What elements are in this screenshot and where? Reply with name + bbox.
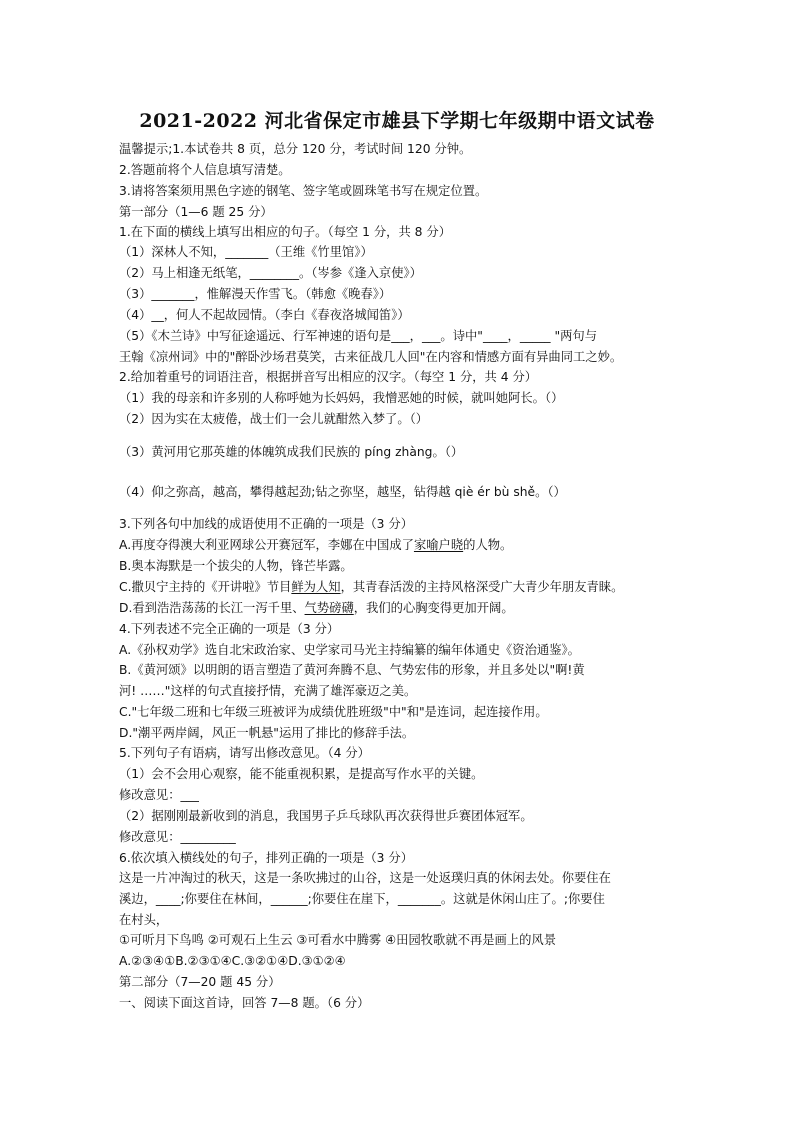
question-1-item-5: （5）《木兰诗》中写征途遥远、行军神速的语句是___，___。诗中"____，_____ "两句与 bbox=[119, 329, 598, 343]
question-5-item-1: （1）会不会用心观察，能不能重视积累，是提高写作水平的关键。 bbox=[119, 767, 484, 781]
question-3-option-c: C.撒贝宁主持的《开讲啦》节目鲜为人知，其青春活泼的主持风格深受广大青少年朋友青睐。 bbox=[119, 580, 624, 594]
question-3-option-a: A.再度夺得澳大利亚网球公开赛冠军，李娜在中国成了家喻户晓的人物。 bbox=[119, 538, 513, 552]
underlined-idiom: 家喻户晓 bbox=[413, 538, 464, 552]
question-4-option-a: A.《孙权劝学》选自北宋政治家、史学家司马光主持编纂的编年体通史《资治通鉴》。 bbox=[119, 643, 580, 657]
question-2-item-3: （3）黄河用它那英雄的体魄筑成我们民族的 píng zhàng。（） bbox=[119, 445, 464, 459]
underlined-idiom: 鲜为人知 bbox=[291, 580, 341, 594]
question-3-option-d: D.看到浩浩荡荡的长江一泻千里、气势磅礴，我们的心胸变得更加开阔。 bbox=[119, 601, 514, 615]
page-title: 2021-2022 河北省保定市雄县下学期七年级期中语文试卷 bbox=[139, 110, 655, 132]
question-5-item-2: （2）据刚刚最新收到的消息，我国男子乒乓球队再次获得世乒赛团体冠军。 bbox=[119, 809, 533, 823]
question-3-heading: 3.下列各句中加线的成语使用不正确的一项是（3 分） bbox=[119, 517, 413, 531]
question-6-choices: ①可听月下鸟鸣 ②可观石上生云 ③可看水中腾雾 ④田园牧歌就不再是画上的风景 bbox=[119, 933, 557, 947]
question-5-answer-2: 修改意见：_________ bbox=[119, 830, 236, 844]
part-two-heading: 第二部分（7—20 题 45 分） bbox=[119, 975, 281, 989]
notice-line-1: 温馨提示;1.本试卷共 8 页，总分 120 分，考试时间 120 分钟。 bbox=[119, 142, 472, 156]
question-4-option-d: D."潮平两岸阔，风正一帆悬"运用了排比的修辞手法。 bbox=[119, 726, 415, 740]
question-1-item-4: （4）__，何人不起故园情。（李白《春夜洛城闻笛》） bbox=[119, 308, 410, 322]
question-4-option-c: C."七年级二班和七年级三班被评为成绩优胜班级"中"和"是连词，起连接作用。 bbox=[119, 705, 548, 719]
question-6-options: A.②③④①B.②③①④C.③②①④D.③①②④ bbox=[119, 954, 346, 968]
question-1-item-1: （1）深林人不知，_______（王维《竹里馆》） bbox=[119, 245, 373, 259]
question-4-option-b: B.《黄河颂》以明朗的语言塑造了黄河奔腾不息、气势宏伟的形象，并且多处以"啊!黄 bbox=[119, 663, 585, 677]
question-6-passage-2: 溪边，____;你要住在林间，______;你要住在崖下，_______。这就是休闲山庄了。;你要住 bbox=[119, 892, 605, 906]
question-5-answer-1: 修改意见：___ bbox=[119, 788, 199, 802]
question-1-item-3: （3）_______，惟解漫天作雪飞。（韩愈《晚春》） bbox=[119, 287, 392, 301]
question-6-passage-1: 这是一片冲淘过的秋天，这是一条吹拂过的山谷，这是一处返璞归真的休闲去处。你要住在 bbox=[119, 871, 611, 885]
question-6-passage-3: 在村头， bbox=[119, 913, 169, 927]
notice-line-2: 2.答题前将个人信息填写清楚。 bbox=[119, 163, 291, 177]
question-2-item-1: （1）我的母亲和许多别的人称呼她为长妈妈，我憎恶她的时候，就叫她阿长。（） bbox=[119, 391, 564, 405]
underlined-idiom: 气势磅礴 bbox=[304, 601, 354, 615]
question-4-option-b-cont: 河! ……"这样的句式直接抒情，充满了雄浑豪迈之美。 bbox=[119, 684, 417, 698]
part-one-heading: 第一部分（1—6 题 25 分） bbox=[119, 205, 273, 219]
question-5-heading: 5.下列句子有语病，请写出修改意见。（4 分） bbox=[119, 746, 370, 760]
question-1-item-2: （2）马上相逢无纸笔，________。（岑参《逢入京使》） bbox=[119, 266, 422, 280]
notice-line-3: 3.请将答案须用黑色字迹的钢笔、签字笔或圆珠笔书写在规定位置。 bbox=[119, 184, 488, 198]
question-2-item-2: （2）因为实在太疲倦，战士们一会儿就酣然入梦了。（） bbox=[119, 412, 429, 426]
question-6-heading: 6.依次填入横线处的句子，排列正确的一项是（3 分） bbox=[119, 851, 413, 865]
section-one-heading: 一、阅读下面这首诗，回答 7—8 题。（6 分） bbox=[119, 996, 370, 1010]
question-3-option-b: B.奥本海默是一个拔尖的人物，锋芒毕露。 bbox=[119, 559, 353, 573]
question-4-heading: 4.下列表述不完全正确的一项是（3 分） bbox=[119, 622, 340, 636]
question-2-heading: 2.给加着重号的词语注音，根据拼音写出相应的汉字。（每空 1 分，共 4 分） bbox=[119, 370, 538, 384]
question-2-item-4: （4）仰之弥高，越高，攀得越起劲;钻之弥坚，越坚，钻得越 qiè ér bù shě。（） bbox=[119, 485, 566, 499]
question-1-heading: 1.在下面的横线上填写出相应的句子。（每空 1 分，共 8 分） bbox=[119, 225, 451, 239]
question-1-item-5-cont: 王翰《凉州词》中的"醉卧沙场君莫笑，古来征战几人回"在内容和情感方面有异曲同工之妙。 bbox=[119, 350, 623, 364]
